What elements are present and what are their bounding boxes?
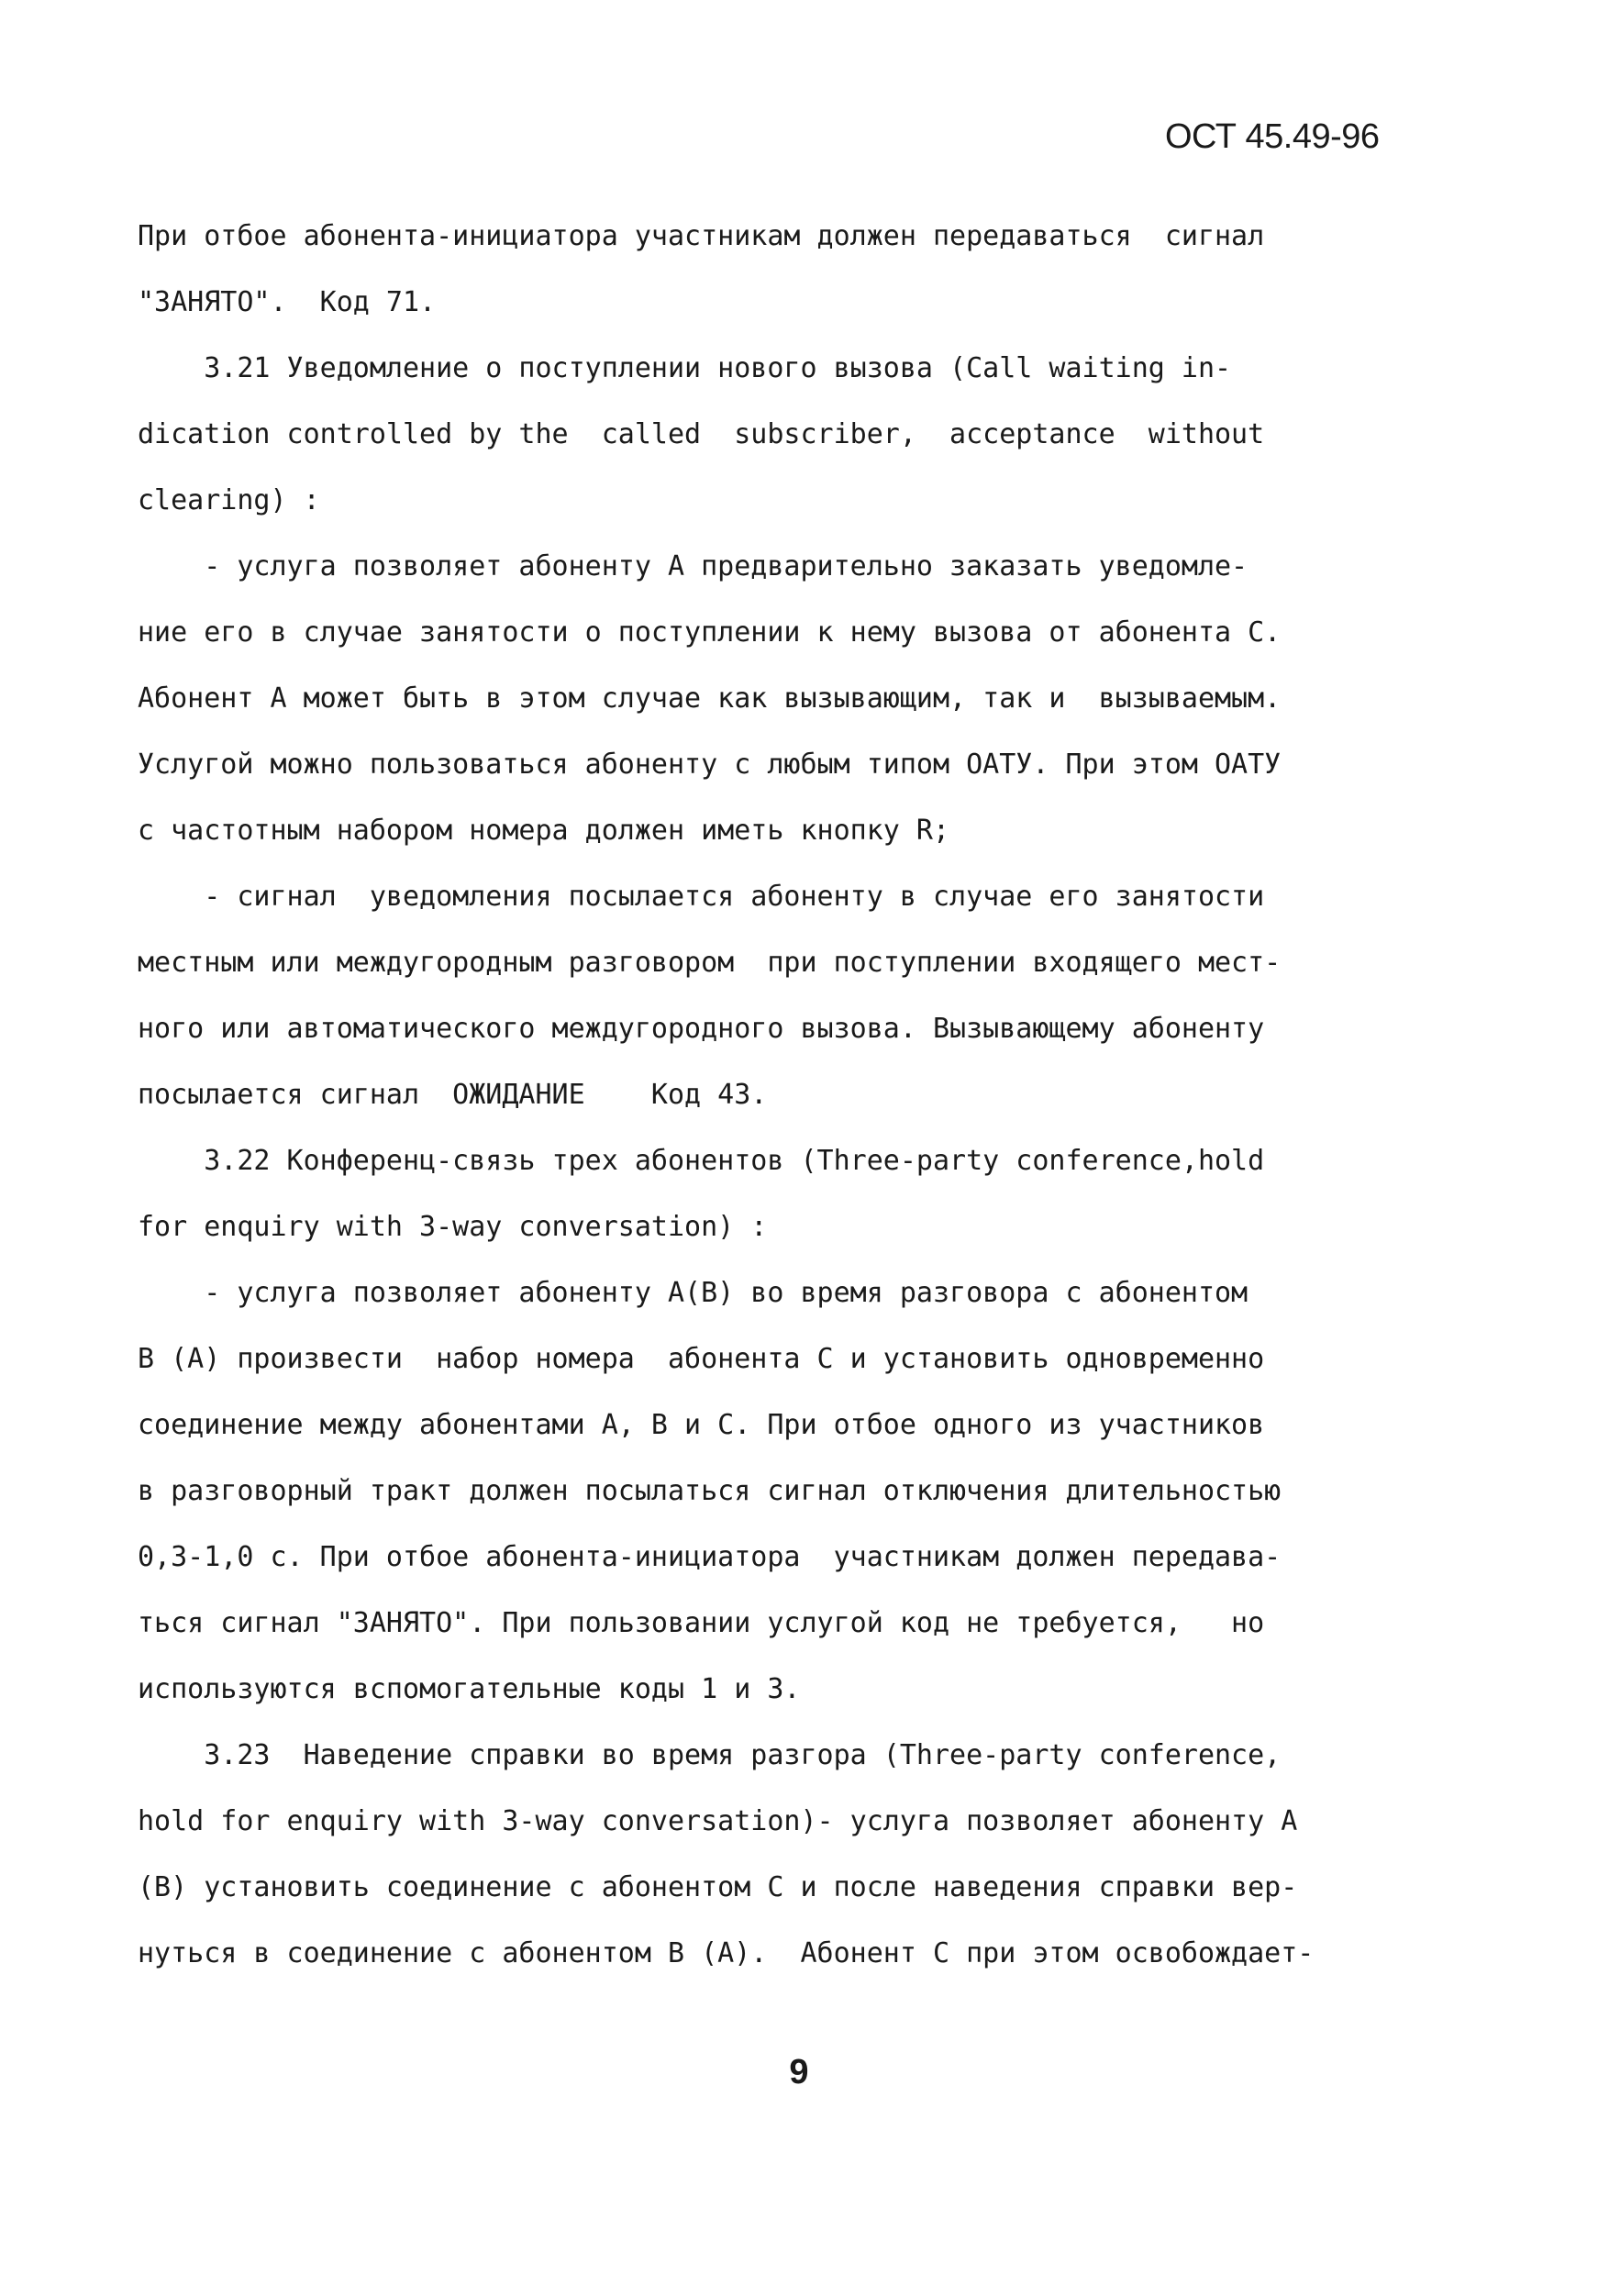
text-line: При отбое абонента-инициатора участникам должен передаваться сигнал [138, 220, 1265, 252]
text-line: - сигнал уведомления посылается абоненту в случае его занятости [138, 881, 1265, 913]
text-line: Услугой можно пользоваться абоненту с любым типом ОАТУ. При этом ОАТУ [138, 749, 1282, 781]
text-line: используются вспомогательные коды 1 и 3. [138, 1673, 801, 1705]
text-line: нуться в соединение с абонентом В (А). Абонент С при этом освобождает- [138, 1937, 1315, 1969]
text-line: 3.22 Конференц-связь трех абонентов (Three-party conference,hold [138, 1145, 1265, 1177]
text-line: - услуга позволяет абоненту А(В) во время разговора с абонентом [138, 1277, 1248, 1309]
text-line: dication controlled by the called subscriber, acceptance without [138, 418, 1265, 450]
text-line: 3.21 Уведомление о поступлении нового вызова (Call waiting in- [138, 352, 1232, 384]
text-line: в разговорный тракт должен посылаться сигнал отключения длительностью [138, 1475, 1282, 1507]
text-line: ного или автоматического междугородного вызова. Вызывающему абоненту [138, 1013, 1265, 1045]
text-line: 0,3-1,0 с. При отбое абонента-инициатора участникам должен передава- [138, 1541, 1282, 1573]
text-line: 3.23 Наведение справки во время разгора (Three-party conference, [138, 1739, 1282, 1771]
text-line: (В) установить соединение с абонентом С и после наведения справки вер- [138, 1871, 1298, 1903]
text-line: В (А) произвести набор номера абонента С и установить одновременно [138, 1343, 1265, 1375]
text-line: ться сигнал "ЗАНЯТО". При пользовании услугой код не требуется, но [138, 1607, 1265, 1639]
text-line: посылается сигнал ОЖИДАНИЕ Код 43. [138, 1079, 768, 1111]
text-line: местным или междугородным разговором при поступлении входящего мест- [138, 947, 1282, 979]
page-number: 9 [789, 2053, 809, 2091]
document-code: ОСТ 45.49-96 [1165, 117, 1380, 156]
text-line: clearing) : [138, 484, 320, 516]
text-line: for enquiry with 3-way conversation) : [138, 1211, 768, 1243]
text-line: с частотным набором номера должен иметь кнопку R; [138, 815, 950, 847]
text-line: Абонент А может быть в этом случае как вызывающим, так и вызываемым. [138, 682, 1282, 715]
text-line: ние его в случае занятости о поступлении к нему вызова от абонента С. [138, 616, 1282, 649]
text-line: hold for enquiry with 3-way conversation)- услуга позволяет абоненту А [138, 1805, 1298, 1837]
text-line: - услуга позволяет абоненту А предварительно заказать уведомле- [138, 550, 1248, 582]
text-line: соединение между абонентами А, В и С. При отбое одного из участников [138, 1409, 1265, 1441]
body-text [138, 204, 1486, 1987]
text-line: "ЗАНЯТО". Код 71. [138, 286, 437, 318]
